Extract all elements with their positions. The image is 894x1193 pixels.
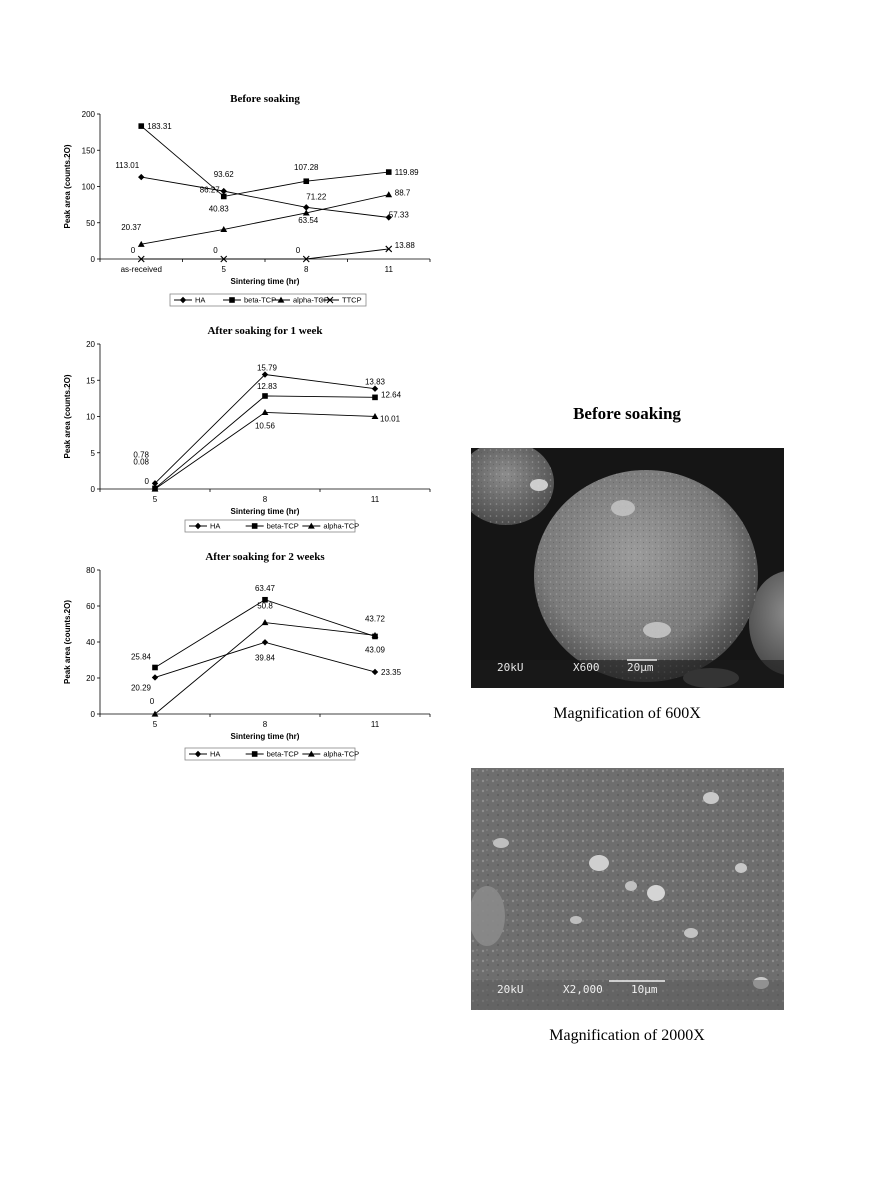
after-soaking-for-2-weeks-ha-point (262, 639, 268, 645)
after-soaking-for-2-weeks-beta-tcp-data-label: 43.09 (364, 645, 386, 655)
after-soaking-for-2-weeks-beta-tcp-data-label: 25.84 (130, 652, 152, 662)
before-soaking-legend-alpha-tcp-label: alpha-TCP (293, 295, 329, 305)
before-soaking-beta-tcp-point (221, 194, 227, 200)
after-soaking-for-2-weeks-y-tick-label: 80 (86, 566, 95, 575)
after-soaking-for-1-week-alpha-tcp-data-label: 10.01 (380, 414, 401, 424)
after-soaking-for-1-week-beta-tcp-point (262, 393, 268, 399)
after-soaking-for-1-week-beta-tcp-data-label: 12.83 (256, 381, 278, 391)
after-soaking-for-2-weeks-y-tick-label: 40 (86, 638, 95, 647)
sem-overlay-scale-2: 10µm (631, 983, 658, 996)
sem-overlay-kv-2: 20kU (497, 983, 524, 996)
after-soaking-for-2-weeks-title: After soaking for 2 weeks (205, 551, 325, 563)
after-soaking-for-2-weeks-y-tick-label: 20 (86, 674, 95, 683)
sem-overlay-mag-2: X2,000 (563, 983, 603, 996)
before-soaking-series-beta-tcp (138, 122, 419, 202)
before-soaking-ttcp-data-label: 0 (213, 246, 218, 255)
sem-heading: Before soaking (573, 404, 681, 423)
after-soaking-for-1-week-series-beta-tcp (133, 382, 401, 491)
before-soaking-alpha-tcp-data-label: 20.37 (121, 223, 142, 233)
after-soaking-for-2-weeks-legend-beta-tcp-marker (252, 751, 258, 757)
before-soaking-legend-ttcp-label: TTCP (342, 295, 362, 305)
after-soaking-for-2-weeks-alpha-tcp-data-label: 43.72 (364, 614, 386, 624)
after-soaking-for-1-week-ha-data-label: 0.78 (133, 450, 149, 460)
after-soaking-for-2-weeks-ha-point (372, 669, 378, 675)
before-soaking-y-tick-label: 100 (81, 182, 95, 192)
before-soaking-beta-tcp-point (303, 178, 309, 184)
before-soaking-x-axis-title: Sintering time (hr) (230, 277, 300, 286)
after-soaking-for-2-weeks-x-tick-label: 11 (370, 720, 380, 729)
after-soaking-for-2-weeks-series-ha (131, 639, 402, 692)
chart-before-soaking (60, 90, 440, 312)
before-soaking-beta-tcp-data-label: 86.27 (199, 185, 220, 195)
before-soaking-series-alpha-tcp (121, 189, 411, 247)
after-soaking-for-1-week-beta-tcp-data-label: 0.08 (133, 457, 149, 467)
before-soaking-alpha-tcp-data-label: 40.83 (208, 204, 229, 214)
before-soaking-beta-tcp-data-label: 107.28 (294, 163, 319, 173)
sem-overlay-scale-1: 20µm (627, 661, 654, 674)
after-soaking-for-2-weeks-y-axis-title: Peak area (counts.2O) (63, 599, 72, 685)
after-soaking-for-1-week-y-tick-label: 5 (90, 448, 95, 458)
before-soaking-beta-tcp-line (141, 126, 389, 196)
after-soaking-for-1-week-legend (185, 520, 359, 532)
before-soaking-ttcp-line (141, 249, 389, 259)
after-soaking-for-2-weeks-y-tick-label: 0 (90, 710, 95, 719)
after-soaking-for-2-weeks-x-tick-label: 8 (262, 720, 268, 729)
chart-after-1-week (60, 322, 440, 532)
after-soaking-for-1-week-y-tick-label: 20 (86, 340, 95, 349)
before-soaking-beta-tcp-data-label: 183.31 (147, 122, 172, 132)
after-soaking-for-2-weeks-beta-tcp-point (152, 665, 158, 671)
after-soaking-for-2-weeks-alpha-tcp-point (262, 619, 269, 625)
after-soaking-for-1-week-y-tick-label: 0 (90, 485, 95, 494)
before-soaking-y-tick-label: 150 (81, 146, 95, 156)
after-soaking-for-1-week-legend-beta-tcp-marker (252, 523, 258, 529)
after-soaking-for-2-weeks-x-tick-label: 5 (152, 720, 158, 729)
after-soaking-for-1-week-beta-tcp-data-label: 12.64 (381, 390, 402, 400)
after-soaking-for-2-weeks-ha-data-label: 20.29 (130, 683, 152, 693)
after-soaking-for-1-week-alpha-tcp-data-label: 10.56 (254, 421, 276, 431)
chart-after-1-week-svg (60, 322, 440, 532)
after-soaking-for-2-weeks-beta-tcp-data-label: 63.47 (254, 583, 276, 593)
after-soaking-for-1-week-legend-ha-label: HA (210, 521, 221, 531)
after-soaking-for-1-week-y-tick-label: 10 (86, 412, 95, 422)
before-soaking-beta-tcp-point (386, 169, 392, 175)
after-soaking-for-2-weeks-alpha-tcp-line (155, 623, 375, 714)
before-soaking-x-tick-label: 11 (384, 265, 393, 274)
after-soaking-for-1-week-ha-data-label: 13.83 (364, 377, 386, 387)
after-soaking-for-1-week-y-axis-title: Peak area (counts.2O) (63, 374, 72, 459)
after-soaking-for-1-week-ha-data-label: 15.79 (256, 363, 278, 373)
sem-overlay-kv-1: 20kU (497, 661, 524, 674)
before-soaking-alpha-tcp-line (141, 195, 389, 245)
after-soaking-for-2-weeks-legend-ha-label: HA (210, 749, 221, 759)
before-soaking-y-tick-label: 200 (81, 110, 95, 119)
before-soaking-alpha-tcp-data-label: 63.54 (298, 215, 319, 225)
chart-before-soaking-svg (60, 90, 440, 312)
before-soaking-ha-data-label: 71.22 (306, 192, 327, 202)
before-soaking-ha-point (221, 188, 227, 194)
sem-caption-2000x: Magnification of 2000X (549, 1027, 705, 1044)
after-soaking-for-1-week-beta-tcp-point (372, 395, 378, 401)
after-soaking-for-1-week-title: After soaking for 1 week (207, 325, 323, 337)
before-soaking-alpha-tcp-point (385, 191, 392, 197)
before-soaking-ttcp-data-label: 0 (295, 246, 301, 255)
before-soaking-x-tick-label: 8 (304, 265, 309, 274)
before-soaking-ha-line (141, 177, 389, 217)
sem-image-600x (471, 448, 784, 688)
after-soaking-for-2-weeks-ha-data-label: 39.84 (254, 653, 276, 663)
after-soaking-for-1-week-x-axis-title: Sintering time (hr) (230, 507, 300, 516)
after-soaking-for-2-weeks-legend-alpha-tcp-label: alpha-TCP (323, 749, 360, 759)
before-soaking-ha-point (138, 174, 144, 180)
before-soaking-x-tick-label: 5 (221, 265, 226, 274)
after-soaking-for-2-weeks-ha-point (152, 674, 158, 680)
after-soaking-for-1-week-x-tick-label: 8 (262, 495, 268, 504)
after-soaking-for-1-week-y-tick-label: 15 (86, 376, 95, 386)
after-soaking-for-2-weeks-alpha-tcp-data-label: 0 (149, 697, 155, 706)
sem-surface-illustration (471, 768, 784, 1010)
after-soaking-for-1-week-legend-beta-tcp-label: beta-TCP (266, 521, 299, 531)
before-soaking-title: Before soaking (230, 93, 300, 105)
chart-after-2-weeks (60, 548, 440, 766)
before-soaking-legend-ha-label: HA (195, 295, 206, 305)
after-soaking-for-1-week-legend-alpha-tcp-label: alpha-TCP (323, 521, 360, 531)
before-soaking-series-ha (115, 161, 409, 221)
after-soaking-for-2-weeks-y-tick-label: 60 (86, 602, 95, 611)
after-soaking-for-1-week-alpha-tcp-data-label: 0 (144, 477, 149, 486)
after-soaking-for-1-week-x-tick-label: 5 (152, 495, 158, 504)
before-soaking-legend-beta-tcp-marker (229, 297, 235, 303)
after-soaking-for-1-week-series-alpha-tcp (145, 409, 401, 492)
before-soaking-beta-tcp-data-label: 119.89 (394, 168, 419, 178)
before-soaking-ha-data-label: 113.01 (115, 161, 140, 171)
after-soaking-for-2-weeks-x-axis-title: Sintering time (hr) (230, 732, 300, 741)
before-soaking-y-tick-label: 50 (86, 218, 95, 228)
sem-particle-illustration (471, 448, 784, 688)
before-soaking-y-axis-title: Peak area (counts.2O) (63, 144, 72, 229)
before-soaking-x-tick-label: as-received (120, 265, 162, 274)
after-soaking-for-1-week-alpha-tcp-point (262, 409, 269, 415)
sem-caption-600x: Magnification of 600X (553, 705, 701, 722)
after-soaking-for-2-weeks-legend (185, 748, 359, 760)
after-soaking-for-2-weeks-legend-beta-tcp-label: beta-TCP (266, 749, 299, 759)
sem-overlay-mag-1: X600 (573, 661, 600, 674)
sem-image-2000x (471, 768, 784, 1010)
after-soaking-for-1-week-x-tick-label: 11 (370, 495, 380, 504)
chart-after-2-weeks-svg (60, 548, 440, 766)
before-soaking-ha-data-label: 57.33 (388, 210, 409, 220)
before-soaking-legend (170, 294, 366, 306)
after-soaking-for-2-weeks-alpha-tcp-data-label: 50.8 (257, 601, 273, 611)
before-soaking-beta-tcp-point (138, 123, 144, 129)
before-soaking-ha-data-label: 93.62 (213, 170, 234, 180)
before-soaking-ttcp-data-label: 13.88 (394, 240, 415, 250)
after-soaking-for-2-weeks-ha-data-label: 23.35 (381, 667, 402, 677)
before-soaking-legend-beta-tcp-label: beta-TCP (244, 295, 277, 305)
before-soaking-alpha-tcp-data-label: 88.7 (394, 188, 411, 198)
before-soaking-ttcp-data-label: 0 (130, 246, 136, 255)
before-soaking-y-tick-label: 0 (90, 255, 95, 264)
